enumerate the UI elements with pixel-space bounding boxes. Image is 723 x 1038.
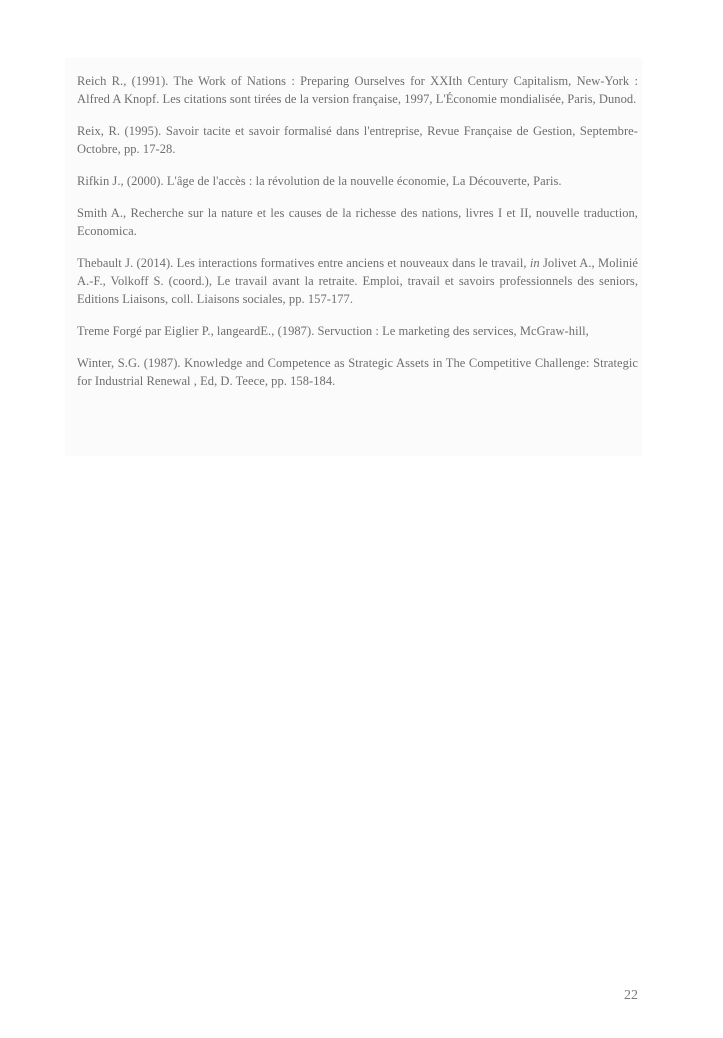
reference-entry: Smith A., Recherche sur la nature et les causes de la richesse des nations, livres I et II, nouvelle traduction, Economica. — [77, 206, 638, 238]
reference-entry: Winter, S.G. (1987). Knowledge and Competence as Strategic Assets in The Competitive Challenge: Strategic for Industrial Renewal , Ed, D. Teece, pp. 158-184. — [77, 356, 638, 388]
reference-entry: Treme Forgé par Eiglier P., langeardE., (1987). Servuction : Le marketing des services, McGraw-hill, — [77, 324, 589, 338]
reference-list — [77, 72, 638, 390]
reference-text: Jolivet A., Molinié A.-F., Volkoff S. (coord.), Le travail avant la retraite. Emploi, travail et savoirs professionnels des seniors, Editions Liaisons, coll. Liaisons sociales, pp. 157-177. — [77, 256, 638, 306]
reference-entry: Rifkin J., (2000). L'âge de l'accès : la révolution de la nouvelle économie, La Découverte, Paris. — [77, 174, 562, 188]
reference-italic-in: in — [529, 256, 540, 270]
reference-entry: Reich R., (1991). The Work of Nations : Preparing Ourselves for XXIth Century Capitalism, New-York : Alfred A Knopf. Les citations sont tirées de la version française, 1997, L'Économie mondialisée, Paris, Dunod. — [77, 74, 638, 106]
page-number: 22 — [624, 988, 638, 1003]
reference-text: Thebault J. (2014). Les interactions formatives entre anciens et nouveaux dans le travail, — [77, 256, 530, 270]
reference-entry: Reix, R. (1995). Savoir tacite et savoir formalisé dans l'entreprise, Revue Française de Gestion, Septembre-Octobre, pp. 17-28. — [77, 124, 638, 156]
reference-entry — [77, 254, 638, 308]
